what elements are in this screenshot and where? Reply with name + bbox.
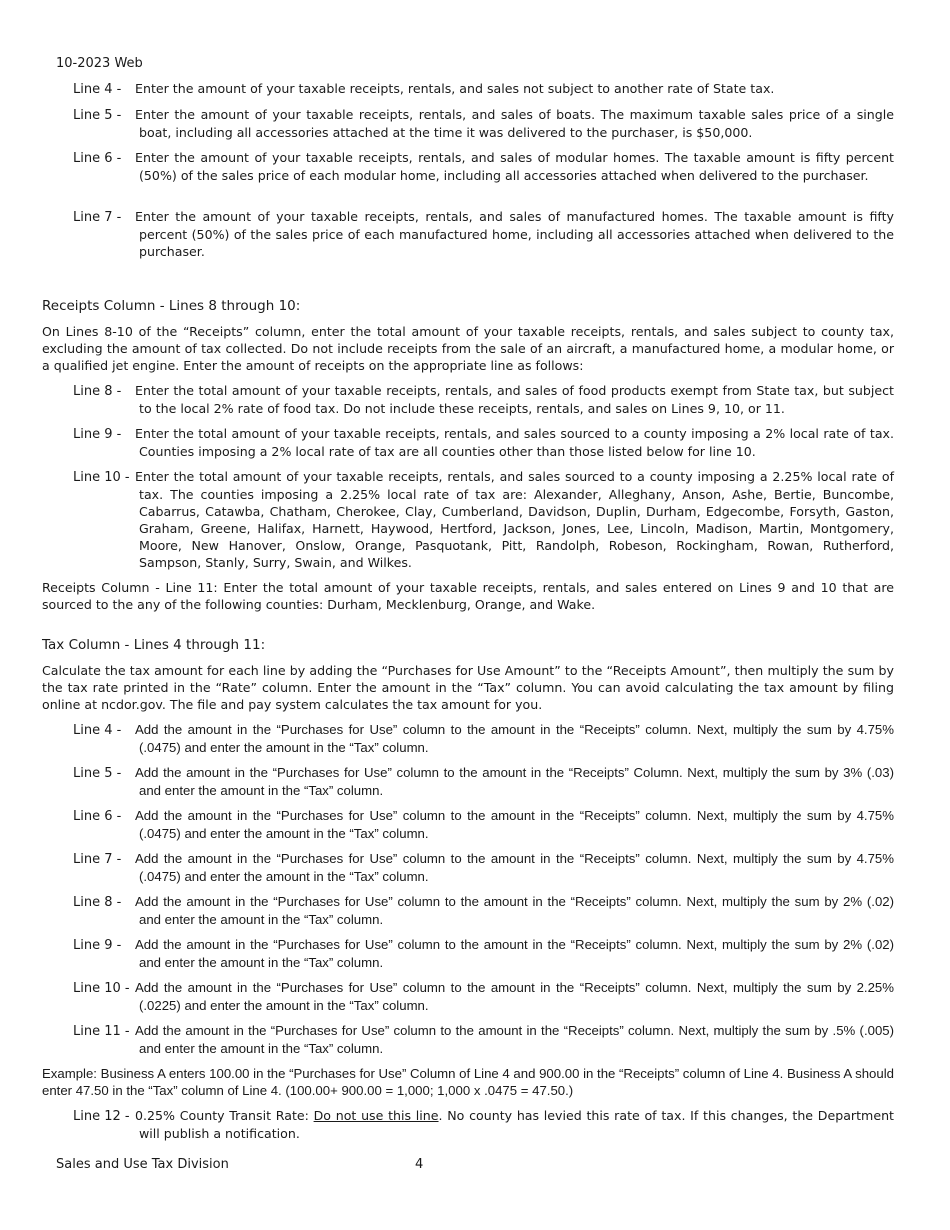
line-4-instruction: Line 4 - Enter the amount of your taxable receipts, rentals, and sales not subject to another rate of State tax. (73, 81, 775, 97)
line-12-instruction: Line 12 - 0.25% County Transit Rate: Do not use this line. No county has levied this rate of tax. If this changes, the Department will publish a notification. (73, 1108, 894, 1141)
example-line-1: Example: Business A enters 100.00 in the “Purchases for Use” Column of Line 4 and 900.00 in the “Receipts” column of Line 4. (42, 1066, 784, 1081)
line-7-instruction: Line 7 - Enter the amount of your taxable receipts, rentals, and sales of manufactured homes. The taxable amount is fifty percent (50%) of the sales price of each manufactured home, including all accessories attached when delivered to the purchaser. (73, 209, 894, 259)
receipts-line-8: Line 8 - Enter the total amount of your taxable receipts, rentals, and sales of food products exempt from State tax, but subject to the local 2% rate of food tax. Do not include these receipts, rentals, and sales on Lines 9, 10, or 11. (73, 383, 894, 416)
tax-section-heading: Tax Column - Lines 4 through 11: (42, 637, 266, 653)
line-6-instruction: Line 6 - Enter the amount of your taxable receipts, rentals, and sales of modular homes. The taxable amount is fifty percent (50%) of the sales price of each modular home, including all accessories attached when delivered to the purchaser. (73, 150, 894, 183)
receipts-line-11: Receipts Column - Line 11: Enter the total amount of your taxable receipts, rentals, and sales entered on Lines 9 and 10 that are sourced to the any of the following counties: Durham, Mecklenburg, Orange, and Wake. (42, 580, 894, 612)
example-paragraph (42, 1065, 894, 1099)
do-not-use-note: Do not use this line (313, 1108, 439, 1123)
tax-line-5: Line 5 - Add the amount in the “Purchases for Use” column to the amount in the “Receipts” Column. Next, multiply the sum by 3% (.03) and enter the amount in the “Tax” column. (73, 765, 894, 798)
tax-section-intro: Calculate the tax amount for each line by adding the “Purchases for Use Amount” to the “Receipts Amount”, then multiply the sum by the tax rate printed in the “Rate” column. Enter the amount in the “Tax” column. You can avoid calculating the tax amount by filing online at ncdor.gov. The file and pay system calculates the tax amount for you. (42, 663, 894, 712)
tax-line-7: Line 7 - Add the amount in the “Purchases for Use” column to the amount in the “Receipts” column. Next, multiply the sum by 4.75% (.0475) and enter the amount in the “Tax” column. (73, 851, 894, 884)
tax-line-6: Line 6 - Add the amount in the “Purchases for Use” column to the amount in the “Receipts” column. Next, multiply the sum by 4.75% (.0475) and enter the amount in the “Tax” column. (73, 808, 894, 841)
line-5-instruction: Line 5 - Enter the amount of your taxable receipts, rentals, and sales of boats. The maximum taxable sales price of a single boat, including all accessories attached at the time it was delivered to the purchaser, is $50,000. (73, 107, 894, 140)
form-version-code: 10-2023 Web (56, 56, 143, 71)
receipts-section-intro: On Lines 8-10 of the “Receipts” column, enter the total amount of your taxable receipts, rentals, and sales subject to county tax, excluding the amount of tax collected. Do not include receipts from the sale of an aircraft, a manufactured home, a modular home, or a qualified jet engine. Enter the amount of receipts on the appropriate line as follows: (42, 324, 894, 373)
page-number: 4 (415, 1157, 424, 1172)
example-line-2: Business A should enter 47.50 in the “Tax” column of Line 4. (100.00+ 900.00 = 1,000; 1,000 x .0475 = 47.50.) (42, 1066, 894, 1098)
receipts-section-heading: Receipts Column - Lines 8 through 10: (42, 298, 301, 314)
tax-line-9: Line 9 - Add the amount in the “Purchases for Use” column to the amount in the “Receipts” column. Next, multiply the sum by 2% (.02) and enter the amount in the “Tax” column. (73, 937, 894, 970)
receipts-line-10: Line 10 - Enter the total amount of your taxable receipts, rentals, and sales sourced to a county imposing a 2.25% local rate of tax. The counties imposing a 2.25% local rate of tax are: Alexander, Alleghany, Anson, Ashe, Bertie, Buncombe, Cabarrus, Catawba, Chatham, Cherokee, Clay, Cumberland, Davidson, Duplin, Durham, Edgecombe, Forsyth, Gaston, Graham, Greene, Halifax, Harnett, Haywood, Hertford, Jackson, Jones, Lee, Lincoln, Madison, Martin, Montgomery, Moore, New Hanover, Onslow, Orange, Pasquotank, Pitt, Randolph, Robeson, Rockingham, Rowan, Rutherford, Sampson, Stanly, Surry, Swain, and Wilkes. (73, 469, 894, 570)
tax-line-4: Line 4 - Add the amount in the “Purchases for Use” column to the amount in the “Receipts” column. Next, multiply the sum by 4.75% (.0475) and enter the amount in the “Tax” column. (73, 722, 894, 755)
tax-line-8: Line 8 - Add the amount in the “Purchases for Use” column to the amount in the “Receipts” column. Next, multiply the sum by 2% (.02) and enter the amount in the “Tax” column. (73, 894, 894, 927)
instructions-body (42, 80, 894, 1150)
tax-line-11: Line 11 - Add the amount in the “Purchases for Use” column to the amount in the “Receipts” column. Next, multiply the sum by .5% (.005) and enter the amount in the “Tax” column. (73, 1023, 894, 1056)
tax-line-10: Line 10 - Add the amount in the “Purchases for Use” column to the amount in the “Receipts” column. Next, multiply the sum by 2.25% (.0225) and enter the amount in the “Tax” column. (73, 980, 894, 1013)
receipts-line-9: Line 9 - Enter the total amount of your taxable receipts, rentals, and sales sourced to a county imposing a 2% local rate of tax. Counties imposing a 2% local rate of tax are all counties other than those listed below for line 10. (73, 426, 894, 459)
footer-division-name: Sales and Use Tax Division (56, 1157, 229, 1172)
